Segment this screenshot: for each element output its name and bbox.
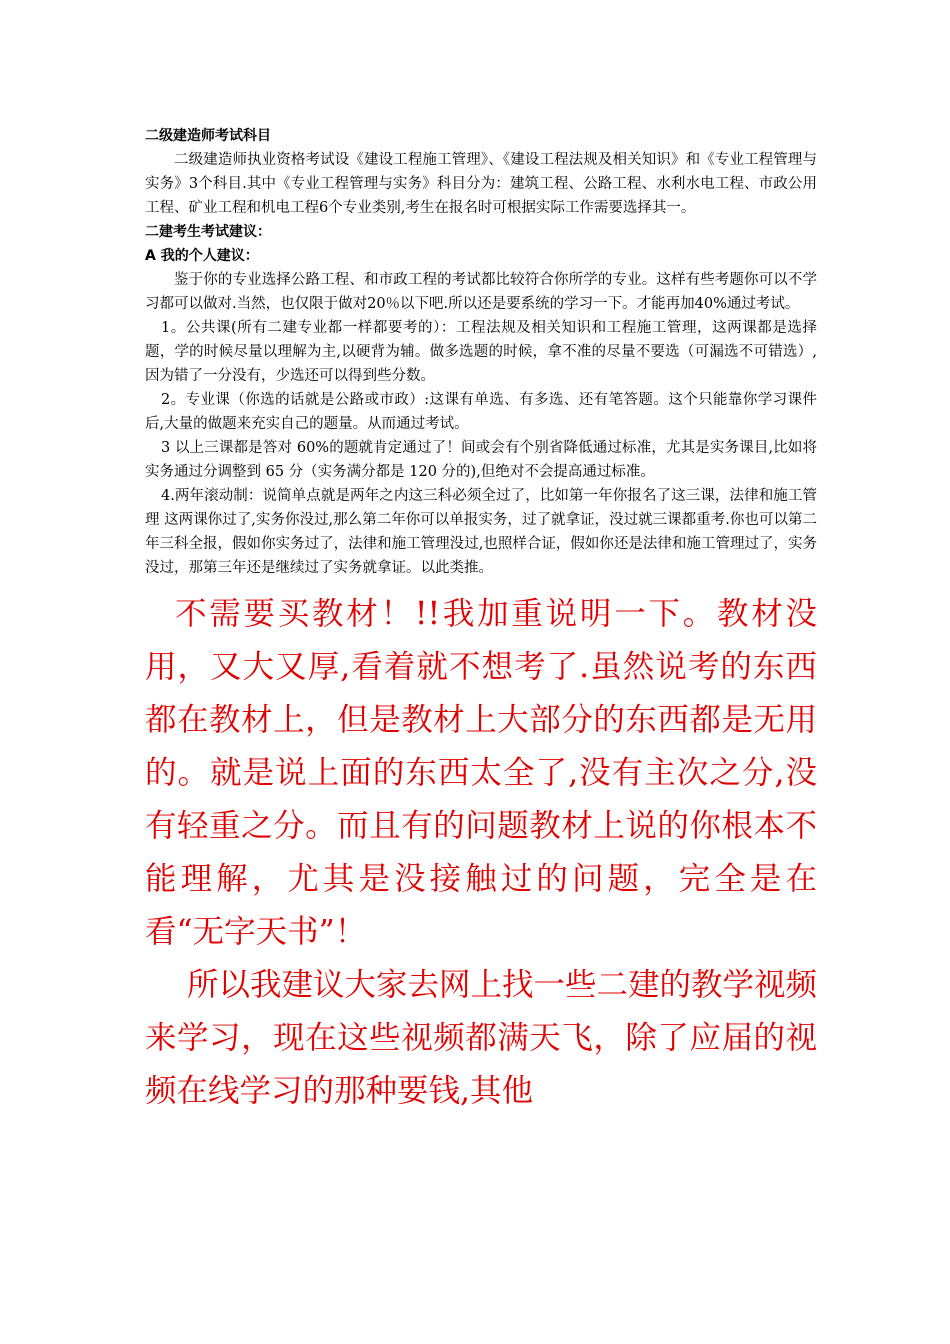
item-passing-score: 3 以上三课都是答对 60%的题就肯定通过了！间或会有个别省降低通过标准，尤其是实务课目,比如将实务通过分调整到 65 分（实务满分都是 120 分的),但绝对不会提高通过标准。: [145, 440, 817, 480]
document-page: [145, 124, 817, 1118]
emphasis-video-suggestion: 所以我建议大家去网上找一些二建的教学视频来学习，现在这些视频都满天飞，除了应届的视频在线学习的那种要钱,其他: [145, 967, 818, 1109]
item-two-year-rolling: 4.两年滚动制：说简单点就是两年之内这三科必须全过了，比如第一年你报名了这三课，法律和施工管理 这两课你过了,实务你没过,那么第二年你可以单报实务，过了就拿证，没过就三课都重考.你也可以第二年三科全报，假如你实务过了，法律和施工管理没过,也照样合证，假如你还是法律和施工管理过了，实务没过，那第三年还是继续过了实务就拿证。以此类推。: [145, 488, 817, 576]
advice-heading: 二建考生考试建议：: [145, 224, 271, 240]
item-professional-course: 2。专业课（你选的话就是公路或市政）:这课有单选、有多选、还有笔答题。这个只能靠你学习课件后,大量的做题来充实自己的题量。从而通过考试。: [145, 392, 817, 432]
exam-subjects-heading: 二级建造师考试科目: [145, 128, 271, 144]
emphasis-no-textbook: 不需要买教材！!!我加重说明一下。教材没用，又大又厚,看着就不想考了.虽然说考的东西都在教材上，但是教材上大部分的东西都是无用的。就是说上面的东西太全了,没有主次之分,没有轻重之分。而且有的问题教材上说的你根本不能理解，尤其是没接触过的问题，完全是在看“无字天书”！: [145, 596, 817, 950]
personal-advice-heading: A 我的个人建议：: [145, 248, 259, 264]
item-public-courses: 1。公共课(所有二建专业都一样都要考的）：工程法规及相关知识和工程施工管理，这两课都是选择题，学的时候尽量以理解为主,以硬背为辅。做多选题的时候，拿不准的尽量不要选（可漏选不可错选）,因为错了一分没有，少选还可以得到些分数。: [145, 320, 817, 384]
intro-paragraph: 二级建造师执业资格考试设《建设工程施工管理》、《建设工程法规及相关知识》和《专业工程管理与实务》3个科目.其中《专业工程管理与实务》科目分为：建筑工程、公路工程、水利水电工程、市政公用工程、矿业工程和机电工程6个专业类别,考生在报名时可根据实际工作需要选择其一。: [145, 152, 817, 216]
major-paragraph: 鉴于你的专业选择公路工程、和市政工程的考试都比较符合你所学的专业。这样有些考题你可以不学习都可以做对.当然，也仅限于做对20％以下吧.所以还是要系统的学习一下。才能再加40%通过考试。: [145, 272, 817, 312]
